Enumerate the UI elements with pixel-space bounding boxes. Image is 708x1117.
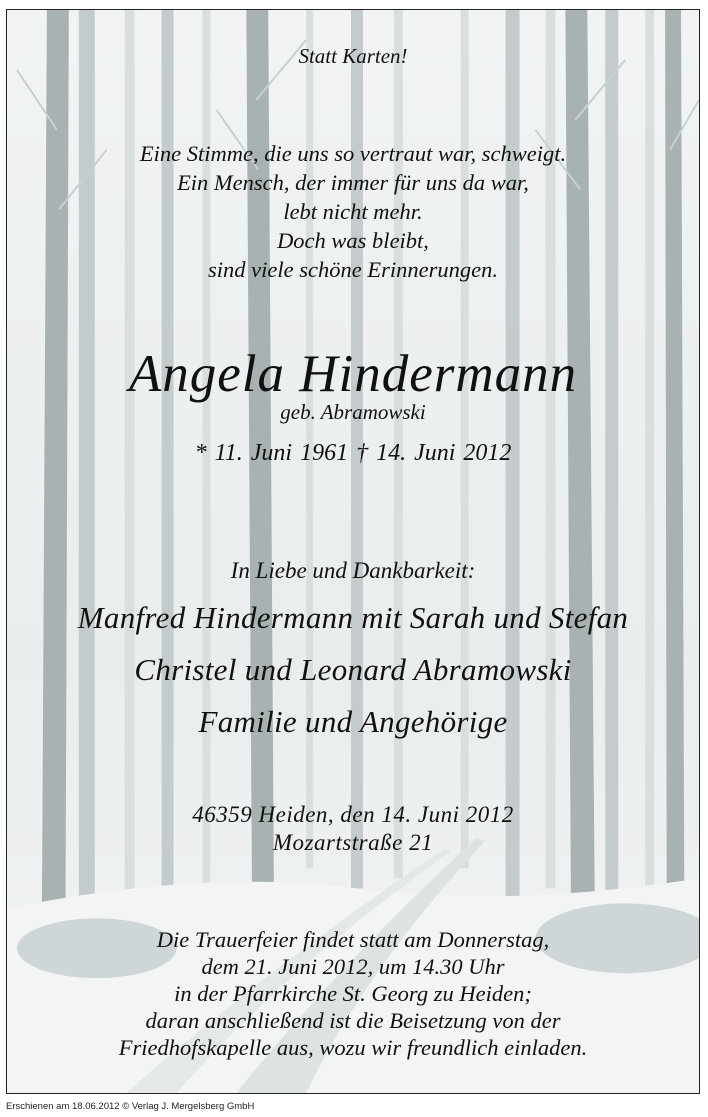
funeral-line: Friedhofskapelle aus, wozu wir freundlich einladen.	[118, 1035, 588, 1060]
birth-name: geb. Abramowski	[280, 400, 426, 424]
family-line: Manfred Hindermann mit Sarah und Stefan	[77, 600, 629, 635]
address-line: 46359 Heiden, den 14. Juni 2012	[192, 802, 514, 827]
address-line: Mozartstraße 21	[272, 830, 434, 855]
funeral-line: dem 21. Juni 2012, um 14.30 Uhr	[201, 954, 505, 979]
heading-statt-karten: Statt Karten!	[298, 44, 408, 68]
funeral-line: daran anschließend ist die Beisetzung von der	[145, 1008, 561, 1033]
address-block	[7, 801, 699, 857]
poem	[7, 139, 699, 284]
funeral-line: in der Pfarrkirche St. Georg zu Heiden;	[174, 981, 532, 1006]
dedication-line: In Liebe und Dankbarkeit:	[230, 558, 476, 583]
funeral-info	[7, 926, 699, 1061]
poem-line: Eine Stimme, die uns so vertraut war, schweigt.	[139, 141, 567, 166]
family-line: Familie und Angehörige	[198, 704, 508, 739]
deceased-name: Angela Hindermann	[128, 345, 578, 403]
poem-line: sind viele schöne Erinnerungen.	[208, 257, 498, 282]
funeral-line: Die Trauerfeier findet statt am Donnerstag,	[156, 927, 550, 952]
poem-line: lebt nicht mehr.	[283, 199, 423, 224]
poem-line: Doch was bleibt,	[277, 228, 429, 253]
family-line: Christel und Leonard Abramowski	[134, 652, 572, 687]
publication-footer: Erschienen am 18.06.2012 © Verlag J. Mergelsberg GmbH	[6, 1101, 255, 1112]
obituary-notice	[6, 9, 700, 1094]
poem-line: Ein Mensch, der immer für uns da war,	[177, 170, 529, 195]
life-dates: * 11. Juni 1961 † 14. Juni 2012	[194, 440, 512, 466]
